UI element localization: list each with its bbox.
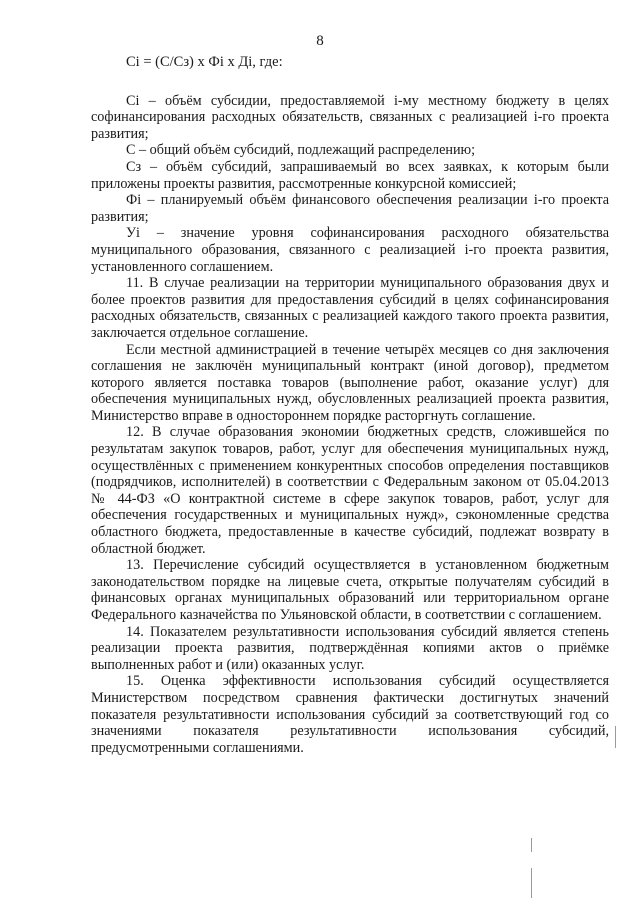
paragraph-11: 11. В случае реализации на территории муниципального образования двух и более проектов развития для предоставления субсидий в целях софинансирования расходных обязательств, связанных с реализацией каждого такого проекта развития, заключается отдельное соглашение. (91, 275, 609, 341)
paragraph-11-continuation: Если местной администрацией в течение четырёх месяцев со дня заключения соглашения не заключён муниципальный контракт (иной договор), предметом которого является поставка товаров (выполнение работ, оказание услуг) для обеспечения муниципальных нужд, обусловленных реализацией проекта развития, Министерство вправе в одностороннем порядке расторгнуть соглашение. (91, 341, 609, 424)
definition-ci: Ci – объём субсидии, предоставляемой i-му местному бюджету в целях софинансирования расходных обязательств, связанных с реализацией i-го проекта развития; (91, 92, 609, 142)
scan-margin-mark (615, 726, 616, 748)
paragraph-15: 15. Оценка эффективности использования субсидий осуществляется Министерством посредством сравнения фактически достигнутых значений показателя результативности использования субсидий за соответствующий год со значениями показателя результативности использования субсидий, предусмотренными соглашениями. (91, 673, 609, 756)
paragraph-12: 12. В случае образования экономии бюджетных средств, сложившейся по результатам закупок товаров, работ, услуг для обеспечения муниципальных нужд, осуществлённых с применением конкурентных способов определения поставщиков (подрядчиков, исполнителей) в соответствии с Федеральным законом от 05.04.2013 № 44-ФЗ «О контрактной системе в сфере закупок товаров, работ, услуг для обеспечения государственных и муниципальных нужд», сэкономленные средства областного бюджета, предоставленные в качестве субсидий, подлежат возврату в областной бюджет. (91, 424, 609, 557)
scan-margin-mark (531, 868, 532, 898)
page-number: 8 (316, 33, 324, 49)
scan-margin-mark (531, 838, 532, 852)
definition-c: C – общий объём субсидий, подлежащий распределению; (126, 142, 476, 159)
subsidy-formula: Ci = (C/Cз) х Фi х Дi, где: (126, 54, 283, 70)
definition-ui: Уi – значение уровня софинансирования расходного обязательства муниципального образования, связанного с реализацией i-го проекта развития, установленного соглашением. (91, 225, 609, 275)
paragraph-13: 13. Перечисление субсидий осуществляется в установленном бюджетным законодательством порядке на лицевые счета, открытые получателям субсидий в финансовых органах муниципальных образований или территориальном органе Федерального казначейства по Ульяновской области, в соответствии с соглашением. (91, 557, 609, 623)
document-body (91, 54, 609, 756)
definition-fi: Фi – планируемый объём финансового обеспечения реализации i-го проекта развития; (91, 192, 609, 225)
definition-cz: Cз – объём субсидий, запрашиваемый во всех заявках, к которым были приложены проекты развития, рассмотренные конкурсной комиссией; (91, 158, 609, 192)
paragraph-14: 14. Показателем результативности использования субсидий является степень реализации проекта развития, подтверждённая копиями актов о приёмке выполненных работ и (или) оказанных услуг. (91, 623, 609, 673)
